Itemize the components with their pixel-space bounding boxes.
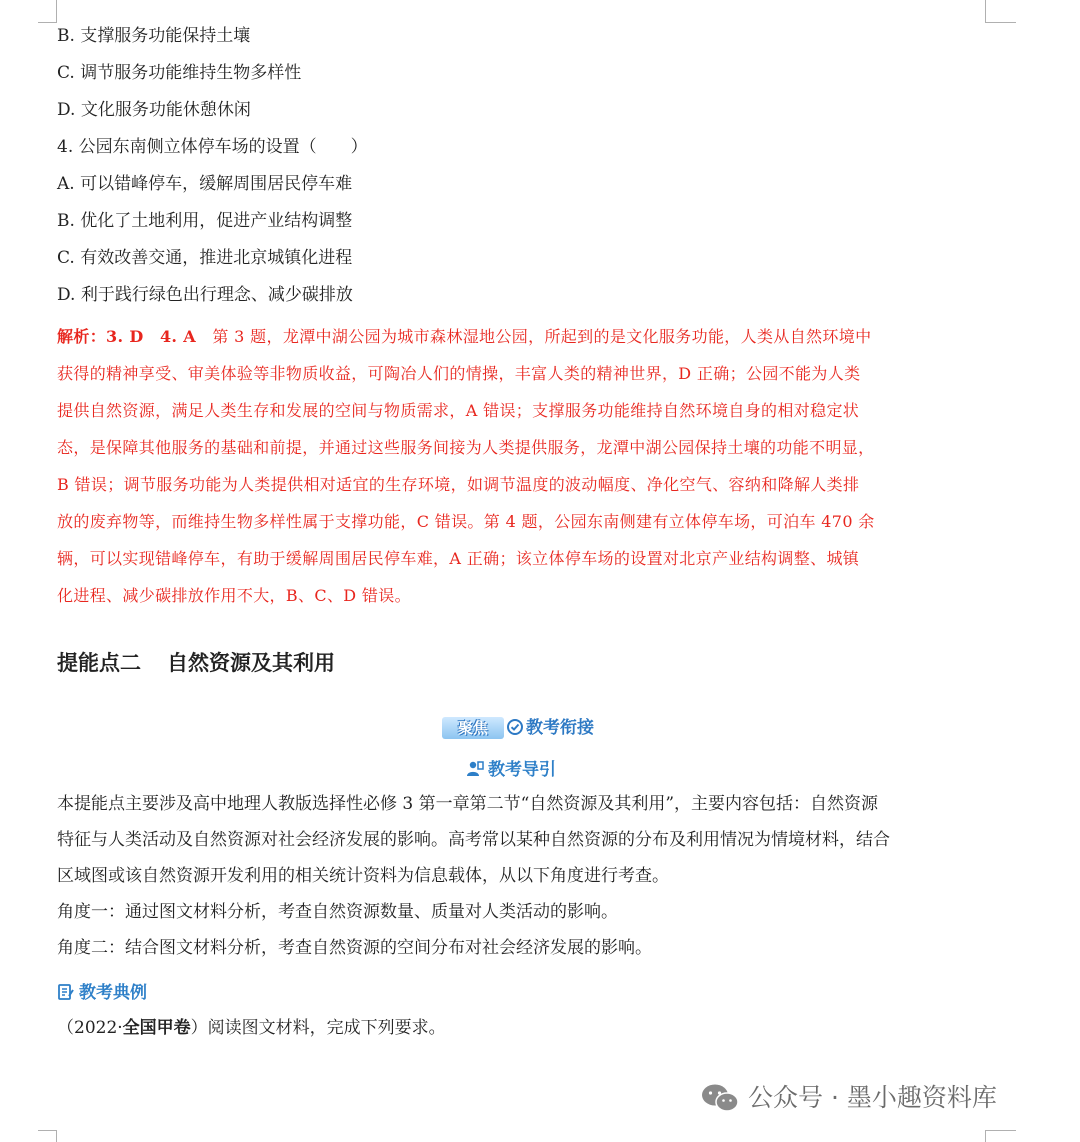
q4-option-a: A. 可以错峰停车，缓解周围居民停车难 bbox=[57, 174, 353, 194]
angle-one: 角度一：通过图文材料分析，考查自然资源数量、质量对人类活动的影响。 bbox=[57, 902, 618, 922]
analysis-label: 解析：3. D 4. A bbox=[57, 327, 197, 346]
analysis-line: 态，是保障其他服务的基础和前提，并通过这些服务间接为人类提供服务，龙潭中湖公园保持土壤的功能不明显， bbox=[57, 438, 875, 457]
q3-option-b: B. 支撑服务功能保持土壤 bbox=[57, 26, 251, 46]
example-source-line: （2022·全国甲卷）阅读图文材料，完成下列要求。 bbox=[57, 1018, 446, 1038]
q3-option-d: D. 文化服务功能休憩休闲 bbox=[57, 100, 251, 120]
analysis-line: B 错误；调节服务功能为人类提供相对适宜的生存环境，如调节温度的波动幅度、净化空气、容纳和降解人类排 bbox=[57, 475, 860, 494]
crop-mark-bottom-left bbox=[38, 1130, 57, 1142]
guide-paragraph-line: 本提能点主要涉及高中地理人教版选择性必修 3 第一章第二节“自然资源及其利用”，主要内容包括：自然资源 bbox=[57, 794, 879, 814]
wechat-icon bbox=[700, 1082, 740, 1114]
teacher-icon bbox=[466, 760, 484, 778]
guide-paragraph-line: 区域图或该自然资源开发利用的相关统计资料为信息载体，从以下角度进行考查。 bbox=[57, 866, 669, 886]
notebook-icon bbox=[57, 983, 75, 1001]
guide-body bbox=[57, 786, 992, 966]
analysis-block bbox=[57, 318, 987, 614]
guide-paragraph-line: 特征与人类活动及自然资源对社会经济发展的影响。高考常以某种自然资源的分布及利用情况为情境材料，结合 bbox=[57, 830, 890, 850]
crop-mark-top-right bbox=[985, 0, 1016, 23]
guide-title: 教考导引 bbox=[488, 760, 556, 780]
check-icon bbox=[507, 719, 523, 735]
analysis-line: 提供自然资源，满足人类生存和发展的空间与物质需求，A 错误；支撑服务功能维持自然环境自身的相对稳定状 bbox=[57, 401, 860, 420]
q4-stem: 4. 公园东南侧立体停车场的设置（ ） bbox=[57, 137, 368, 157]
analysis-line: 辆，可以实现错峰停车，有助于缓解周围居民停车难，A 正确；该立体停车场的设置对北京产业结构调整、城镇 bbox=[57, 549, 860, 568]
watermark-text: 公众号 · 墨小趣资料库 bbox=[748, 1083, 997, 1112]
watermark bbox=[700, 1080, 997, 1116]
analysis-line: 放的废弃物等，而维持生物多样性属于支撑功能，C 错误。第 4 题，公园东南侧建有立体停车场，可泊车 470 余 bbox=[57, 512, 875, 531]
q4-option-c: C. 有效改善交通，推进北京城镇化进程 bbox=[57, 248, 353, 268]
banner-text: 教考衔接 bbox=[526, 718, 594, 738]
q4-option-d: D. 利于践行绿色出行理念、减少碳排放 bbox=[57, 285, 353, 305]
section-title: 自然资源及其利用 bbox=[167, 650, 335, 675]
q4-option-b: B. 优化了土地利用，促进产业结构调整 bbox=[57, 211, 353, 231]
guide-heading bbox=[466, 757, 556, 783]
example-title: 教考典例 bbox=[79, 983, 147, 1003]
focus-badge: 聚焦 bbox=[442, 717, 504, 739]
crop-mark-top-left bbox=[38, 0, 57, 23]
q3-option-c: C. 调节服务功能维持生物多样性 bbox=[57, 63, 302, 83]
section-heading bbox=[57, 648, 335, 678]
analysis-line: 解析：3. D 4. A 第 3 题，龙潭中湖公园为城市森林湿地公园，所起到的是文化服务功能，人类从自然环境中 bbox=[57, 327, 872, 346]
analysis-line: 获得的精神享受、审美体验等非物质收益，可陶冶人们的情操，丰富人类的精神世界，D 正确；公园不能为人类 bbox=[57, 364, 861, 383]
example-heading bbox=[57, 980, 147, 1006]
angle-two: 角度二：结合图文材料分析，考查自然资源的空间分布对社会经济发展的影响。 bbox=[57, 938, 652, 958]
example-instruction: 阅读图文材料，完成下列要求。 bbox=[207, 1018, 446, 1038]
section-label: 提能点二 bbox=[57, 650, 141, 675]
exam-source: 全国甲卷 bbox=[122, 1018, 191, 1038]
analysis-line: 化进程、减少碳排放作用不大，B、C、D 错误。 bbox=[57, 586, 411, 605]
crop-mark-bottom-right bbox=[985, 1130, 1016, 1142]
focus-banner bbox=[440, 713, 598, 743]
